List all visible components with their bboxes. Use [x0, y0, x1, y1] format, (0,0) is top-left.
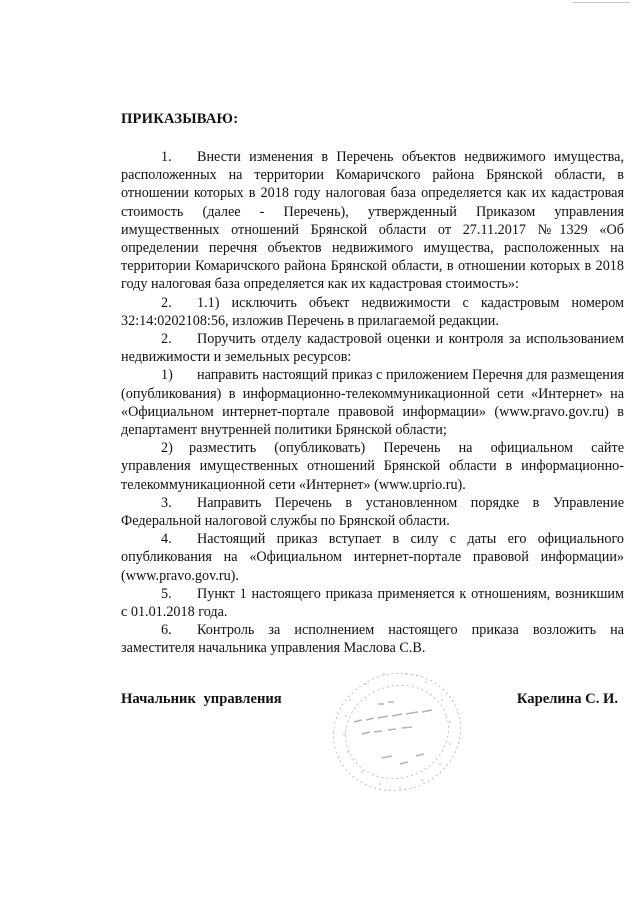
paragraph-text: разместить (опубликовать) Перечень на официальном сайте управления имущественных отношений Брянской области в информационно-телекоммуникационной сети «Интернет» (www.uprio.ru). — [121, 440, 624, 493]
paragraph-3 — [121, 494, 624, 530]
paragraph-text: Пункт 1 настоящего приказа применяется к отношениям, возникшим с 01.01.2018 года. — [121, 585, 624, 621]
paragraph-text: 1.1) исключить объект недвижимости с кадастровым номером 32:14:0202108:56, изложив Перечень в прилагаемой редакции. — [121, 294, 624, 329]
signatory-position: Начальник управления — [121, 691, 282, 707]
order-heading: ПРИКАЗЫВАЮ: — [121, 111, 239, 127]
order-body — [121, 148, 624, 658]
paragraph-text: направить настоящий приказ с приложением Перечня для размещения (опубликования) в информационно-телекоммуникационной сети «Интернет» на «Официальном интернет-портале правовой информации» (www.pravo.gov.ru) в департамент внутренней политики Брянской области; — [121, 367, 624, 439]
paragraph-6 — [121, 621, 624, 657]
subparagraph-1 — [121, 366, 624, 439]
signatory-name: Карелина С. И. — [516, 691, 618, 707]
paragraph-5 — [121, 585, 624, 621]
paragraph-number: 5. — [161, 585, 172, 602]
top-edge-mark — [572, 2, 630, 3]
paragraph-4 — [121, 530, 624, 585]
paragraph-text: Контроль за исполнением настоящего приказа возложить на заместителя начальника управления Маслова С.В. — [121, 622, 624, 657]
paragraph-text: Настоящий приказ вступает в силу с даты его официального опубликования на «Официальном интернет-портале правовой информации» (www.pravo.gov.ru). — [121, 531, 624, 584]
paragraph-number: 2) — [161, 440, 173, 457]
faded-seal-stamp — [322, 660, 472, 810]
paragraph-text: Направить Перечень в установленном порядке в Управление Федеральной налоговой службы по Брянской области. — [121, 494, 624, 530]
paragraph-1 — [121, 148, 624, 294]
paragraph-number: 1. — [161, 149, 172, 165]
paragraph-text: Поручить отделу кадастровой оценки и контроля за использованием недвижимости и земельных ресурсов: — [121, 331, 624, 366]
paragraph-number: 6. — [161, 622, 172, 639]
paragraph-number: 2. — [161, 294, 172, 311]
paragraph-number: 2. — [161, 331, 172, 348]
paragraph-text: Внести изменения в Перечень объектов недвижимого имущества, расположенных на территории Комаричского района Брянской области, в отношении которых в 2018 году налоговая база определяется как их кадастровая стоимость (далее - Перечень), утвержденный Приказом управления имущественных отношений Брянской области от 27.11.2017 №1329 «Об определении перечня объектов недвижимого имущества, расположенных на территории Комаричского района Брянской области, в отношении которых в 2018 году налоговая база определяется как их кадастровая стоимость»: — [121, 149, 624, 293]
paragraph-number: 1) — [161, 367, 173, 384]
paragraph-2 — [121, 330, 624, 366]
paragraph-number: 4. — [161, 531, 172, 548]
subparagraph-2 — [121, 439, 624, 494]
paragraph-number: 3. — [161, 494, 172, 511]
paragraph-1-1 — [121, 294, 624, 330]
